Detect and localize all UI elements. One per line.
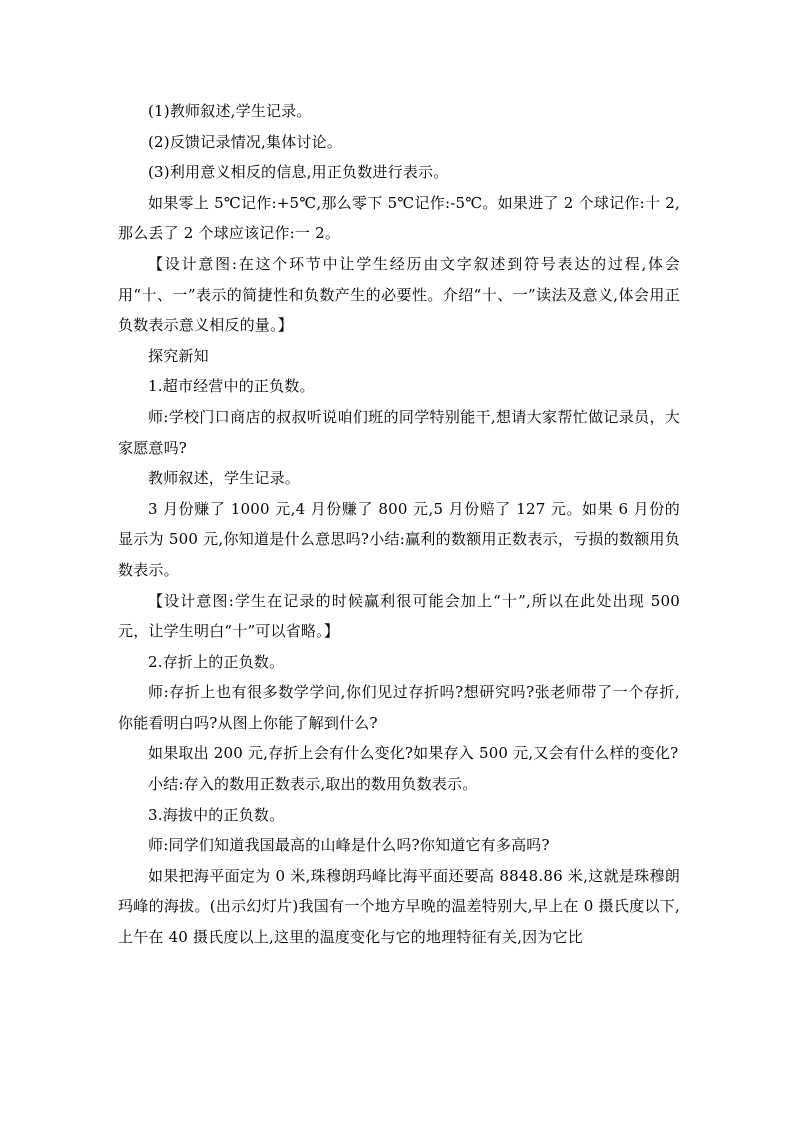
paragraph-design-intent-2: 【设计意图:学生在记录的时候赢利很可能会加上“十”,所以在此处出现 500 元，让学生明白“十”可以省略。】 xyxy=(118,591,680,641)
subheading-passbook: 2.存折上的正负数。 xyxy=(148,652,285,671)
document-body xyxy=(118,96,680,953)
paragraph-design-intent-1: 【设计意图:在这个环节中让学生经历由文字叙述到符号表达的过程,体会用“十、一”表示的简捷性和负数产生的必要性。介绍“十、一”读法及意义,体会用正负数表示意义相反的量。】 xyxy=(118,254,680,335)
paragraph-step-3: (3)利用意义相反的信息,用正负数进行表示。 xyxy=(148,163,449,182)
paragraph-altitude-explanation: 如果把海平面定为 0 米,珠穆朗玛峰比海平面还要高 8848.86 米,这就是珠穆朗玛峰的海拔。(出示幻灯片)我国有一个地方早晚的温差特别大,早上在 0 摄氏度以下,上午在 40 摄氏度以上,这里的温度变化与它的地理特征有关,因为它比 xyxy=(118,866,680,947)
paragraph-teacher-shop: 师:学校门口商店的叔叔听说咱们班的同学特别能干,想请大家帮忙做记录员，大家愿意吗? xyxy=(118,407,680,457)
section-heading-explore: 探究新知 xyxy=(148,346,209,365)
paragraph-passbook-summary: 小结:存入的数用正数表示,取出的数用负数表示。 xyxy=(148,775,478,794)
paragraph-monthly-earnings: 3 月份赚了 1000 元,4 月份赚了 800 元,5 月份赔了 127 元。如果 6 月份的显示为 500 元,你知道是什么意思吗?小结:赢利的数额用正数表示，亏损的数额用负数表示。 xyxy=(118,499,680,579)
paragraph-temperature-example: 如果零上 5℃记作:+5℃,那么零下 5℃记作:-5℃。如果进了 2 个球记作:十 2,那么丢了 2 个球应该记作:一 2。 xyxy=(118,193,680,243)
subheading-supermarket: 1.超市经营中的正负数。 xyxy=(148,377,315,396)
paragraph-passbook-question: 如果取出 200 元,存折上会有什么变化?如果存入 500 元,又会有什么样的变化? xyxy=(148,744,679,763)
paragraph-teacher-mountain: 师:同学们知道我国最高的山峰是什么吗?你知道它有多高吗? xyxy=(148,836,550,855)
subheading-altitude: 3.海拔中的正负数。 xyxy=(148,805,285,824)
paragraph-step-2: (2)反馈记录情况,集体讨论。 xyxy=(148,132,343,151)
paragraph-step-1: (1)教师叙述,学生记录。 xyxy=(148,102,312,120)
paragraph-teacher-narrate: 教师叙述，学生记录。 xyxy=(148,469,301,488)
paragraph-teacher-passbook: 师:存折上也有很多数学学问,你们见过存折吗?想研究吗?张老师带了一个存折,你能看明白吗?从图上你能了解到什么? xyxy=(118,683,680,732)
